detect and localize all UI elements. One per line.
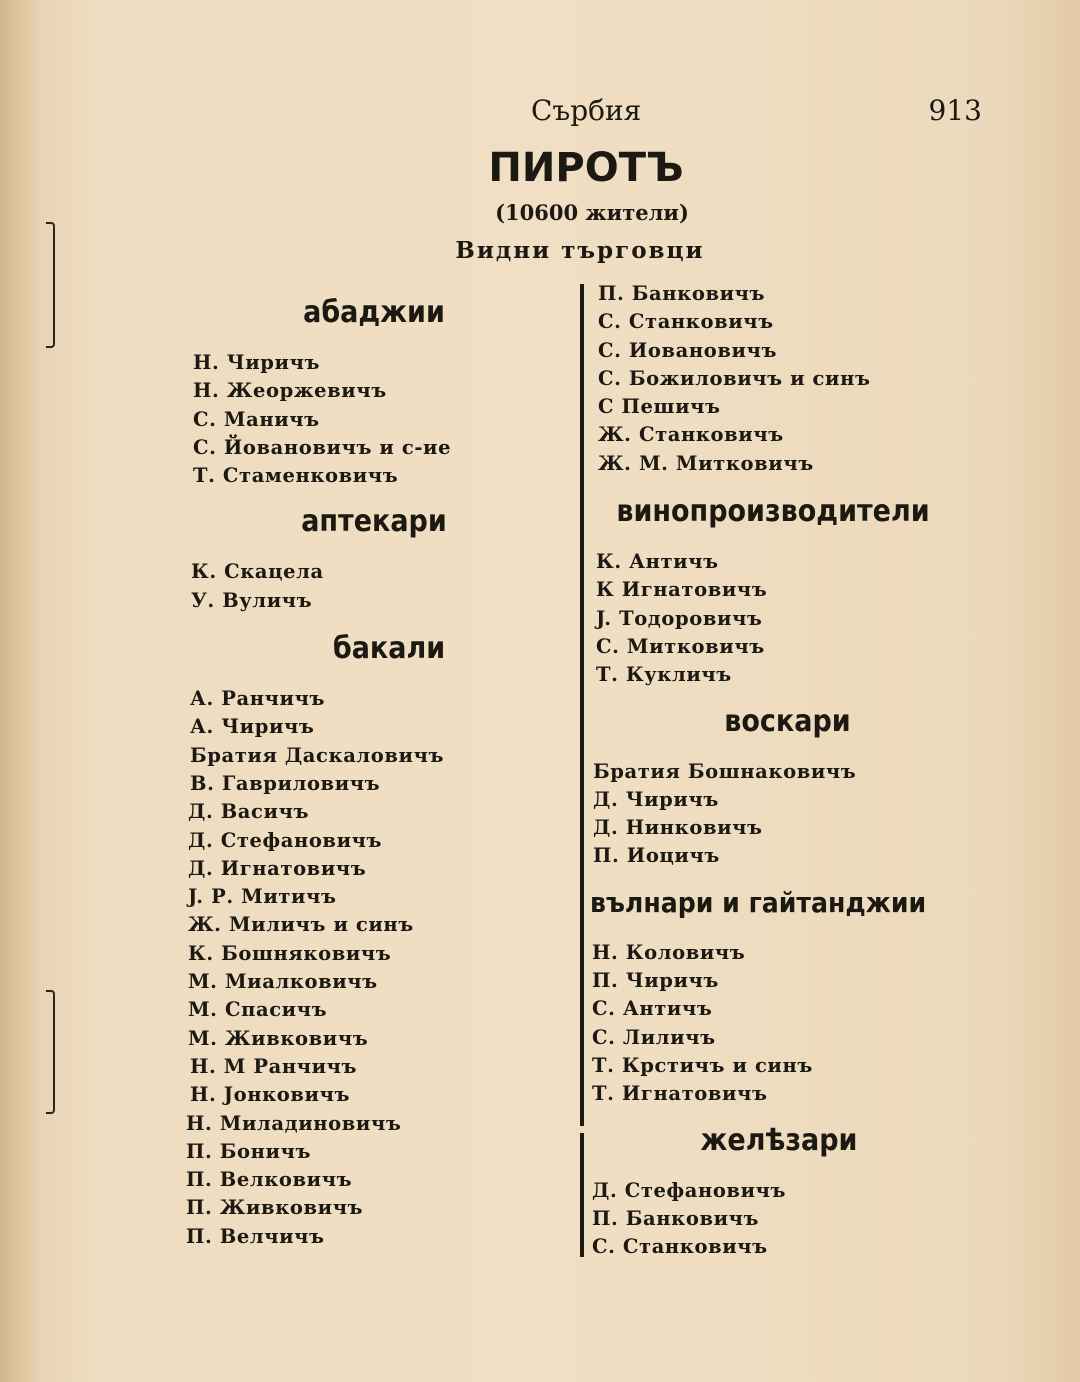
list-item: Д. Стефановичъ xyxy=(592,1178,787,1202)
entry-list xyxy=(185,349,570,490)
list-item: Н. М Ранчичъ xyxy=(190,1054,358,1078)
list-item: Т. Игнатовичъ xyxy=(592,1082,768,1106)
list-item: J. Р. Митичъ xyxy=(188,885,337,909)
list-item: С. Станковичъ xyxy=(598,310,774,334)
list-item: С. Йовановичъ и с-ие xyxy=(193,435,452,459)
list-item: С Пешичъ xyxy=(598,395,721,419)
list-item: П. Чиричъ xyxy=(592,969,719,993)
category-heading: желѣзари xyxy=(700,1122,858,1158)
list-item: П. Велковичъ xyxy=(186,1168,353,1192)
list-item: П. Банковичъ xyxy=(598,282,766,305)
entry-list xyxy=(590,758,985,871)
staple-bottom xyxy=(46,990,55,1114)
city-title: ПИРОТЪ xyxy=(488,145,684,191)
list-item: С. Лиличъ xyxy=(592,1025,716,1049)
list-item: Братия Бошнаковичъ xyxy=(593,759,857,783)
list-item: С. Митковичъ xyxy=(596,634,765,658)
list-item: П. Банковичъ xyxy=(592,1206,760,1230)
column-divider xyxy=(580,284,584,1126)
list-item: Ж. Миличъ и синъ xyxy=(188,913,414,937)
list-item: К. Античъ xyxy=(596,550,719,574)
list-item: Братия Даскаловичъ xyxy=(190,743,445,767)
list-item: Т. Стаменковичъ xyxy=(193,464,399,488)
list-item: Н. Жеоржевичъ xyxy=(193,379,387,403)
category-heading: бакали xyxy=(332,631,446,667)
right-column xyxy=(590,280,985,1261)
entry-list-continued xyxy=(590,280,985,478)
list-item: М. Живковичъ xyxy=(188,1026,369,1050)
left-column xyxy=(185,293,570,1251)
category-heading: воскари xyxy=(724,703,851,739)
list-item: Д. Чиричъ xyxy=(593,787,719,811)
column-divider-lower xyxy=(580,1133,584,1257)
list-item: У. Вуличъ xyxy=(191,588,313,612)
list-item: А. Ранчичъ xyxy=(190,687,325,711)
list-item: В. Гавриловичъ xyxy=(190,771,381,795)
entry-list xyxy=(185,558,570,615)
population-note: (10600 жители) xyxy=(495,200,689,225)
list-item: К. Бошняковичъ xyxy=(188,941,392,965)
entry-list xyxy=(185,685,570,1251)
category-heading: винопроизводители xyxy=(616,494,930,530)
list-item: П. Живковичъ xyxy=(186,1196,364,1220)
list-item: С. Античъ xyxy=(592,997,713,1021)
category-heading: абаджии xyxy=(303,295,445,330)
entry-list xyxy=(590,1177,985,1262)
list-item: М. Спасичъ xyxy=(188,998,328,1022)
page-number: 913 xyxy=(928,94,982,127)
list-item: С. Станковичъ xyxy=(592,1235,768,1259)
list-item: П. Боничъ xyxy=(186,1139,312,1163)
entry-list xyxy=(590,548,985,689)
list-item: Д. Игнатовичъ xyxy=(188,856,367,880)
list-item: П. Велчичъ xyxy=(186,1224,325,1248)
list-item: Д. Васичъ xyxy=(188,800,310,824)
list-item: П. Иоцичъ xyxy=(593,844,720,868)
list-item: С. Иовановичъ xyxy=(598,338,778,362)
list-item: Н. Миладиновичъ xyxy=(186,1111,402,1135)
list-item: А. Чиричъ xyxy=(190,715,315,739)
list-item: Д. Стефановичъ xyxy=(188,828,383,852)
list-item: Н. Чиричъ xyxy=(193,351,320,374)
list-item: J. Тодоровичъ xyxy=(596,606,763,630)
list-item: С. Маничъ xyxy=(193,407,320,431)
list-item: М. Миалковичъ xyxy=(188,970,378,994)
category-heading: аптекари xyxy=(301,504,447,540)
list-item: Д. Нинковичъ xyxy=(593,816,763,840)
list-item: К Игнатовичъ xyxy=(596,578,768,602)
list-item: С. Божиловичъ и синъ xyxy=(598,366,871,390)
entry-list xyxy=(590,939,985,1109)
list-item: Ж. М. Митковичъ xyxy=(598,451,814,475)
running-head: Сърбия xyxy=(531,94,642,127)
list-item: Н. Коловичъ xyxy=(592,940,746,964)
list-item: Т. Кукличъ xyxy=(596,663,732,687)
category-heading: вълнари и гайтанджии xyxy=(590,885,927,919)
list-item: Т. Крстичъ и синъ xyxy=(592,1053,813,1077)
list-item: Ж. Станковичъ xyxy=(598,423,784,447)
list-item: Н. Jонковичъ xyxy=(190,1083,351,1107)
section-title: Видни търговци xyxy=(455,237,705,264)
list-item: К. Скацела xyxy=(191,560,324,584)
